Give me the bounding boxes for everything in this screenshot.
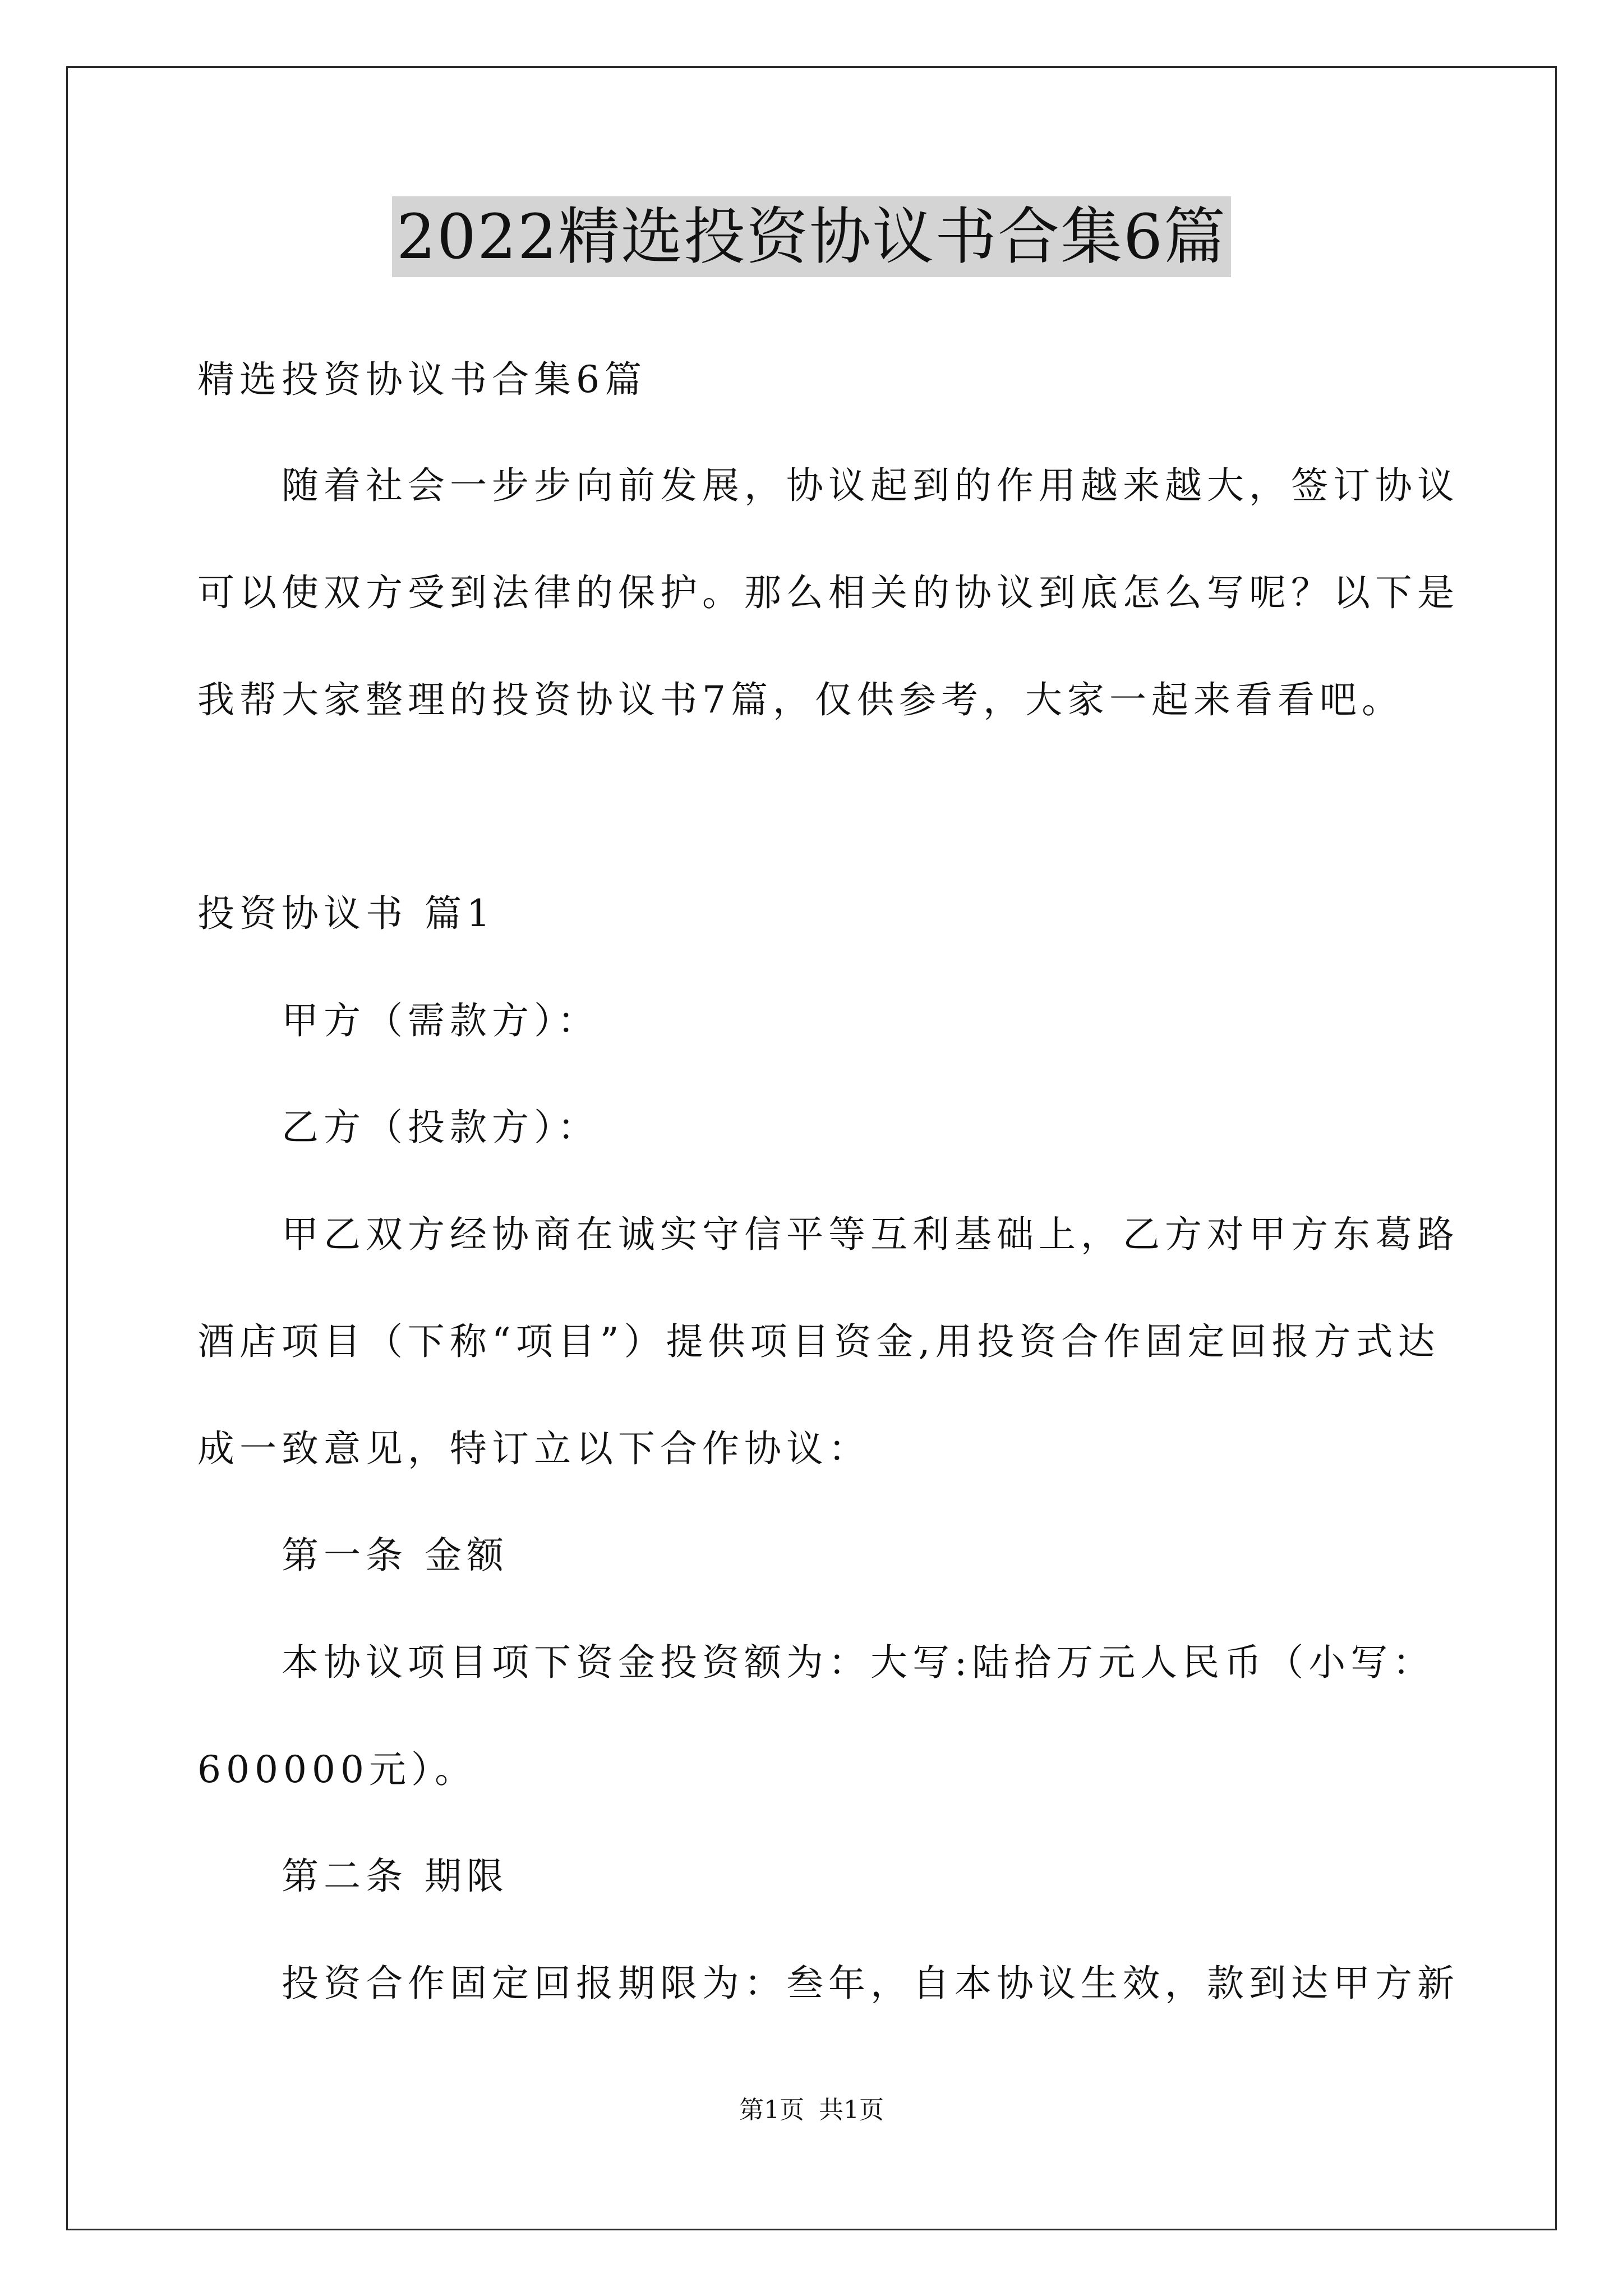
party-b-label: 乙方（投款方）： [282, 1106, 600, 1149]
article-2-heading: 第二条 期限 [282, 1855, 509, 1898]
page-footer [0, 2095, 1623, 2125]
agreement-line-3: 成一致意见，特订立以下合作协议： [197, 1427, 870, 1470]
intro-line-3: 我帮大家整理的投资协议书7篇，仅供参考，大家一起来看看吧。 [197, 678, 1404, 721]
intro-line-2: 可以使双方受到法律的保护。那么相关的协议到底怎么写呢？以下是 [197, 571, 1459, 614]
article-2-line-1: 投资合作固定回报期限为：叁年，自本协议生效，款到达甲方新 [282, 1962, 1459, 2005]
article-1-heading: 第一条 金额 [282, 1534, 509, 1577]
article-1-line-2: 600000元）。 [197, 1748, 477, 1791]
title-container [0, 196, 1623, 277]
document-title: 2022精选投资协议书合集6篇 [392, 196, 1231, 277]
party-a-label: 甲方（需款方）： [282, 999, 600, 1042]
agreement-line-1: 甲乙双方经协商在诚实守信平等互利基础上，乙方对甲方东葛路 [282, 1213, 1459, 1256]
agreement-line-2: 酒店项目（下称“项目”）提供项目资金,用投资合作固定回报方式达 [197, 1320, 1440, 1363]
page-total: 共1页 [819, 2096, 884, 2124]
intro-line-1: 随着社会一步步向前发展，协议起到的作用越来越大，签订协议 [282, 464, 1459, 507]
section-heading: 投资协议书 篇1 [197, 892, 495, 935]
page-number: 第1页 [739, 2096, 804, 2124]
article-1-line-1: 本协议项目项下资金投资额为：大写:陆拾万元人民币（小写： [282, 1641, 1435, 1684]
document-subtitle: 精选投资协议书合集6篇 [197, 358, 647, 401]
